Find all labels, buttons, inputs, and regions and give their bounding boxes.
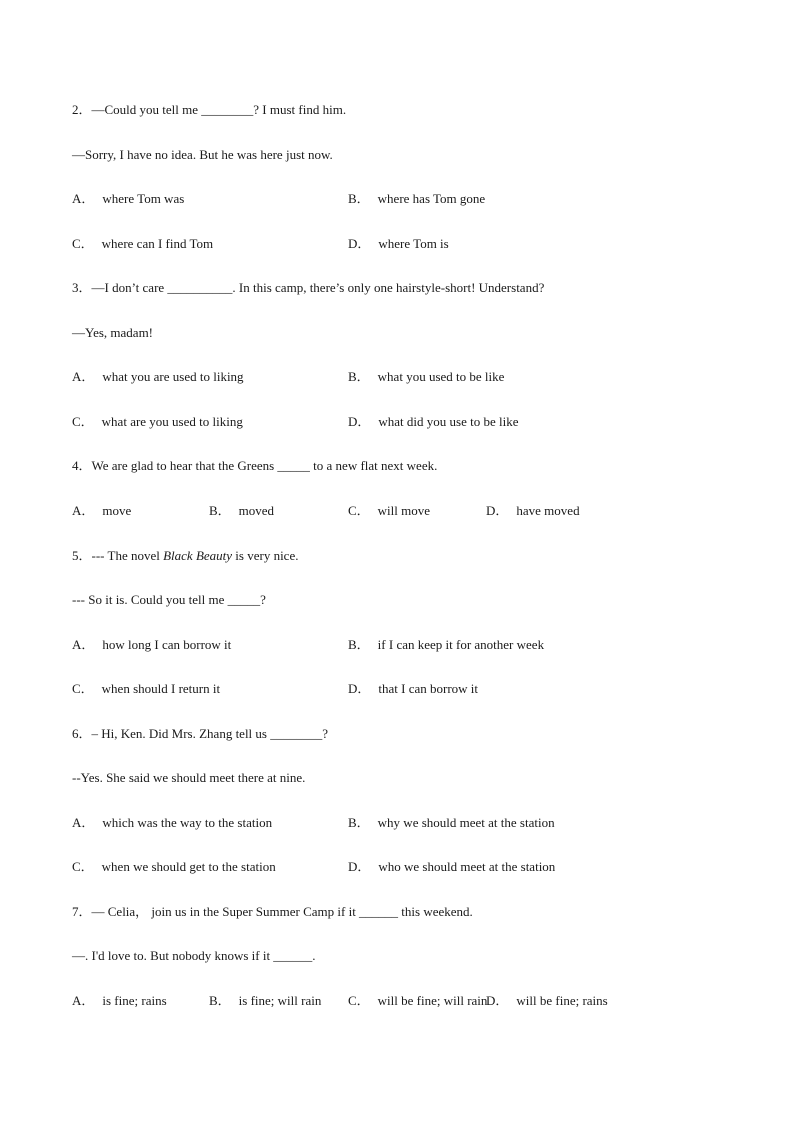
- stem-text-before: 5．--- The novel: [72, 548, 164, 563]
- option-text: if I can keep it for another week: [377, 637, 545, 652]
- question-5-stem: [72, 547, 298, 565]
- option-letter: C．: [348, 993, 370, 1008]
- question-5-reply: --- So it is. Could you tell me _____?: [72, 592, 266, 607]
- question-6-reply: --Yes. She said we should meet there at nine.: [72, 770, 306, 785]
- option-text: who we should meet at the station: [378, 859, 556, 874]
- option-letter: B．: [348, 369, 370, 384]
- option-text: what are you used to liking: [101, 414, 243, 429]
- option-letter: B．: [209, 993, 231, 1008]
- question-4-option-c: [348, 502, 430, 520]
- question-3-option-b: [348, 368, 504, 386]
- option-letter: B．: [348, 815, 370, 830]
- option-text: where Tom was: [102, 191, 185, 206]
- option-text: when should I return it: [101, 681, 221, 696]
- option-letter: A．: [72, 993, 95, 1008]
- option-letter: B．: [348, 637, 370, 652]
- option-text: how long I can borrow it: [102, 637, 232, 652]
- option-letter: D．: [348, 236, 371, 251]
- option-text: what you used to be like: [377, 369, 505, 384]
- option-text: where Tom is: [378, 236, 449, 251]
- question-3-stem: 3．—I don’t care __________. In this camp, there’s only one hairstyle-short! Understand?: [72, 280, 545, 295]
- question-7-stem: 7．— Celia， join us in the Super Summer Camp if it ______ this weekend.: [72, 904, 473, 919]
- question-5-option-c: [72, 680, 220, 698]
- question-5-option-d: [348, 680, 478, 698]
- option-letter: D．: [348, 681, 371, 696]
- option-text: moved: [238, 503, 275, 518]
- question-3-option-d: [348, 413, 518, 431]
- option-letter: A．: [72, 191, 95, 206]
- option-letter: A．: [72, 815, 95, 830]
- question-7-option-c: [348, 992, 487, 1010]
- question-7-reply: —. I'd love to. But nobody knows if it ______.: [72, 948, 316, 963]
- option-letter: C．: [72, 236, 94, 251]
- option-letter: D．: [486, 503, 509, 518]
- option-letter: D．: [486, 993, 509, 1008]
- question-7-option-a: [72, 992, 167, 1010]
- option-text: move: [102, 503, 132, 518]
- question-2-stem: 2．—Could you tell me ________? I must find him.: [72, 102, 347, 117]
- option-text: have moved: [516, 503, 580, 518]
- question-3-option-a: [72, 368, 244, 386]
- option-letter: B．: [348, 191, 370, 206]
- question-6-option-a: [72, 814, 272, 832]
- question-6-option-c: [72, 858, 276, 876]
- option-text: that I can borrow it: [378, 681, 479, 696]
- question-7-option-b: [209, 992, 321, 1010]
- option-letter: D．: [348, 859, 371, 874]
- question-6-option-b: [348, 814, 555, 832]
- option-letter: B．: [209, 503, 231, 518]
- question-3-reply: —Yes, madam!: [72, 325, 154, 340]
- option-letter: C．: [72, 859, 94, 874]
- option-letter: C．: [348, 503, 370, 518]
- option-text: will be fine; rains: [516, 993, 608, 1008]
- option-text: why we should meet at the station: [377, 815, 555, 830]
- question-2-option-d: [348, 235, 449, 253]
- stem-text-after: is very nice.: [232, 548, 299, 563]
- option-text: what you are used to liking: [102, 369, 244, 384]
- option-text: when we should get to the station: [101, 859, 276, 874]
- question-2-reply: —Sorry, I have no idea. But he was here just now.: [72, 147, 333, 162]
- option-letter: A．: [72, 369, 95, 384]
- option-letter: A．: [72, 503, 95, 518]
- option-text: is fine; will rain: [238, 993, 322, 1008]
- question-5-option-a: [72, 636, 231, 654]
- question-6-stem: 6．– Hi, Ken. Did Mrs. Zhang tell us ________?: [72, 726, 329, 741]
- option-letter: A．: [72, 637, 95, 652]
- question-4-option-d: [486, 502, 580, 520]
- option-letter: C．: [72, 681, 94, 696]
- question-5-option-b: [348, 636, 544, 654]
- question-2-option-a: [72, 190, 184, 208]
- option-text: is fine; rains: [102, 993, 167, 1008]
- question-2-option-c: [72, 235, 213, 253]
- option-text: which was the way to the station: [102, 815, 273, 830]
- option-letter: D．: [348, 414, 371, 429]
- book-title: Black Beauty: [163, 548, 233, 563]
- option-text: where can I find Tom: [101, 236, 214, 251]
- question-4-option-b: [209, 502, 274, 520]
- question-4-option-a: [72, 502, 131, 520]
- option-letter: C．: [72, 414, 94, 429]
- question-2-option-b: [348, 190, 485, 208]
- question-3-option-c: [72, 413, 243, 431]
- option-text: will move: [377, 503, 431, 518]
- question-6-option-d: [348, 858, 555, 876]
- question-7-option-d: [486, 992, 608, 1010]
- option-text: where has Tom gone: [377, 191, 486, 206]
- option-text: what did you use to be like: [378, 414, 519, 429]
- question-4-stem: 4．We are glad to hear that the Greens _____ to a new flat next week.: [72, 458, 438, 473]
- option-text: will be fine; will rain: [377, 993, 488, 1008]
